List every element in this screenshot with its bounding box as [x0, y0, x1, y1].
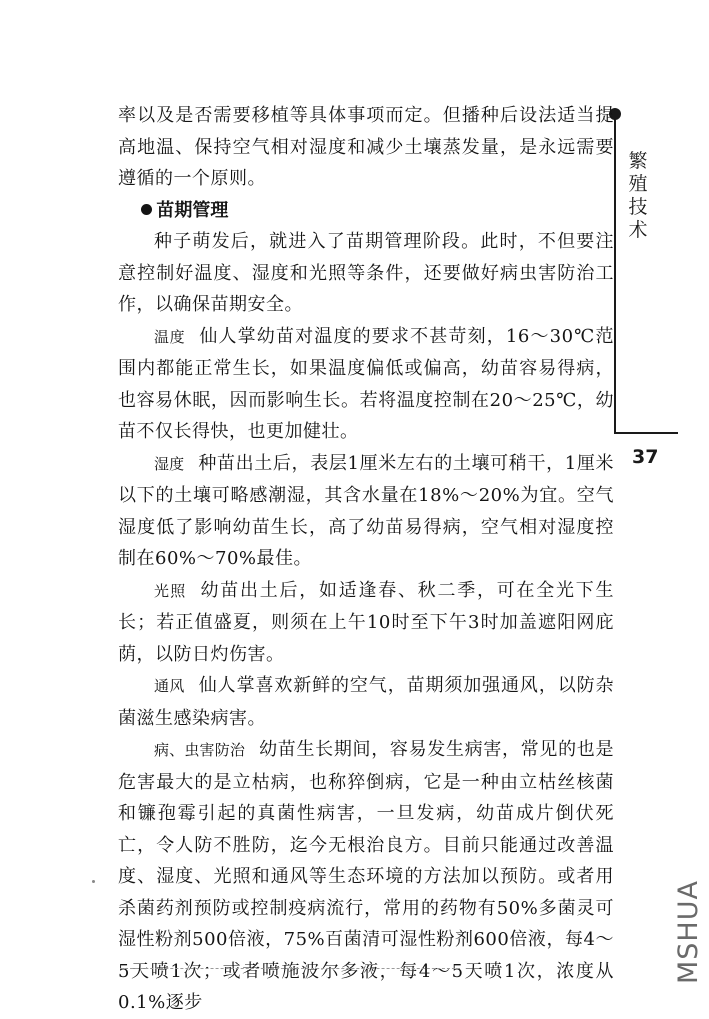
- running-header-chapter: [627, 150, 649, 242]
- section-heading-text: 苗期管理: [156, 199, 229, 221]
- watermark: MSHUA: [673, 880, 704, 984]
- item-term: 温度: [154, 327, 186, 346]
- page-number: 37: [632, 446, 659, 468]
- item-paragraph-light: [118, 575, 614, 671]
- running-header-char: 殖: [628, 173, 648, 195]
- header-horizontal-rule: [614, 432, 678, 434]
- item-text: 幼苗出土后，如适逢春、秋二季，可在全光下生长；若正值盛夏，则须在上午10时至下午3时加盖遮阳网庇荫，以防日灼伤害。: [118, 579, 614, 665]
- header-vertical-rule: [614, 112, 616, 432]
- section-heading: [118, 195, 614, 227]
- item-term: 湿度: [154, 454, 185, 473]
- footer-scan-line: [120, 968, 460, 969]
- item-paragraph-ventilation: [118, 670, 614, 734]
- item-term: 光照: [154, 581, 187, 600]
- item-paragraph-pest-control: [118, 734, 614, 1019]
- page-body: [118, 100, 614, 1019]
- bullet-icon: [141, 204, 152, 215]
- item-text: 幼苗生长期间，容易发生病害，常见的也是危害最大的是立枯病，也称猝倒病，它是一种由立枯丝核菌和镰孢霉引起的真菌性病害，一旦发病，幼苗成片倒伏死亡，令人防不胜防，迄今无根治良方。目前只能通过改善温度、湿度、光照和通风等生态环境的方法加以预防。或者用杀菌药剂预防或控制疫病流行，常用的药物有50%多菌灵可湿性粉剂500倍液，75%百菌清可湿性粉剂600倍液，每4～5天喷1次；或者喷施波尔多液，每4～5天喷1次，浓度从0.1%逐步: [118, 739, 614, 1013]
- running-header-char: 繁: [628, 150, 648, 172]
- item-text: 种苗出土后，表层1厘米左右的土壤可稍干，1厘米以下的土壤可略感潮湿，其含水量在18%～20%为宜。空气湿度低了影响幼苗生长，高了幼苗易得病，空气相对湿度控制在60%～70%最佳。: [118, 452, 614, 569]
- item-term: 通风: [154, 677, 185, 695]
- item-text: 仙人掌喜欢新鲜的空气，苗期须加强通风，以防杂菌滋生感染病害。: [118, 675, 614, 729]
- scan-speck: [92, 880, 95, 883]
- running-header-char: 术: [628, 219, 648, 241]
- intro-paragraph: 率以及是否需要移植等具体事项而定。但播种后设法适当提高地温、保持空气相对湿度和减少土壤蒸发量，是永远需要遵循的一个原则。: [118, 105, 614, 189]
- item-term: 病、虫害防治: [154, 741, 246, 759]
- section-intro-paragraph: 种子萌发后，就进入了苗期管理阶段。此时，不但要注意控制好温度、湿度和光照等条件，还要做好病虫害防治工作，以确保苗期安全。: [118, 231, 614, 315]
- item-paragraph-temperature: [118, 321, 614, 448]
- item-text: 仙人掌幼苗对温度的要求不甚苛刻，16～30℃范围内都能正常生长，如果温度偏低或偏高，幼苗容易得病，也容易休眠，因而影响生长。若将温度控制在20～25℃，幼苗不仅长得快，也更加健壮。: [118, 325, 614, 442]
- running-header-char: 技: [628, 196, 648, 218]
- item-paragraph-humidity: [118, 448, 614, 575]
